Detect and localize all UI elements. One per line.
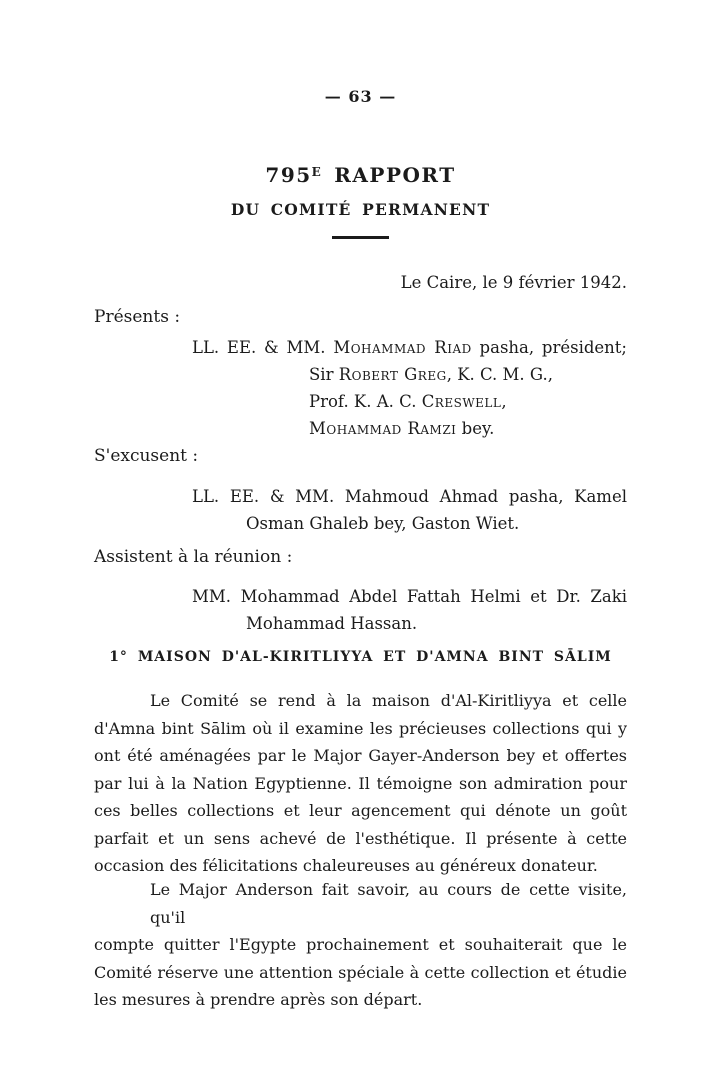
attendee-name: Mohammad Riad <box>333 338 472 357</box>
attendee-line <box>192 334 627 361</box>
report-title-word: RAPPORT <box>334 163 456 187</box>
presents-label: Présents : <box>94 307 181 327</box>
section-title: MAISON D'AL-KIRITLIYYA ET D'AMNA BINT SĀLIM <box>137 649 612 665</box>
attendee-prefix: Sir <box>309 365 339 384</box>
report-title-number: 795 <box>265 163 312 187</box>
assist-label: Assistent à la réunion : <box>94 547 293 567</box>
excused-list <box>94 483 627 537</box>
attendee-suffix: bey. <box>456 419 495 438</box>
paragraph-line: par lui à la Nation Egyptienne. Il témoigne son admiration pour <box>94 773 627 793</box>
title-rule-divider <box>332 236 389 239</box>
paragraph <box>94 687 627 880</box>
attendee-name: Mohammad Ramzi <box>309 419 457 438</box>
excused-label: S'excusent : <box>94 446 199 466</box>
attendee-prefix: LL. EE. & MM. <box>192 338 334 357</box>
paragraph-line: ont été aménagées par le Major Gayer-Anderson bey et offertes <box>94 746 627 765</box>
attendee-line <box>309 388 627 415</box>
paragraph-line: occasion des félicitations chaleureuses au généreux donateur. <box>94 856 598 875</box>
attendee-line <box>309 415 627 442</box>
attendee-suffix: pasha, président; <box>471 338 627 357</box>
paragraph-line: d'Amna bint Sālim où il examine les précieuses collections qui y <box>94 718 627 738</box>
attendee-line: MM. Mohammad Abdel Fattah Helmi et Dr. Zaki <box>192 587 627 606</box>
attendee-suffix: , K. C. M. G., <box>446 365 554 384</box>
assist-list <box>94 583 627 637</box>
paragraph-line: les mesures à prendre après son départ. <box>94 990 423 1009</box>
paragraph-line: Le Major Anderson fait savoir, au cours de cette visite, qu'il <box>150 880 627 927</box>
paragraph-line: compte quitter l'Egypte prochainement et souhaiterait que le <box>94 935 627 954</box>
report-subtitle: DU COMITÉ PERMANENT <box>230 200 491 219</box>
paragraph-line: Le Comité se rend à la maison d'Al-Kiritliyya et celle <box>150 691 627 710</box>
attendee-name: Creswell <box>421 392 502 411</box>
attendee-prefix: Prof. K. A. C. <box>309 392 422 411</box>
paragraph <box>94 876 627 1014</box>
attendee-line: LL. EE. & MM. Mahmoud Ahmad pasha, Kamel <box>192 487 627 506</box>
page-number: — 63 — <box>324 87 397 106</box>
paragraph-line: Comité réserve une attention spéciale à cette collection et étudie <box>94 962 627 982</box>
report-title <box>94 163 627 187</box>
attendee-name: Robert Greg <box>338 365 447 384</box>
section-number: 1° <box>109 649 128 665</box>
attendee-line: Osman Ghaleb bey, Gaston Wiet. <box>246 514 520 533</box>
presents-list <box>94 334 627 442</box>
attendee-suffix: , <box>501 392 507 411</box>
paragraph-line: ces belles collections et leur agencement qui dénote un goût <box>94 801 627 820</box>
report-title-ordinal: E <box>311 165 321 179</box>
paragraph-line: parfait et un sens achevé de l'esthétique. Il présente à cette <box>94 828 627 848</box>
dateline: Le Caire, le 9 février 1942. <box>400 273 627 292</box>
attendee-line <box>309 361 627 388</box>
attendee-line: Mohammad Hassan. <box>246 614 418 633</box>
section-heading <box>94 649 627 665</box>
